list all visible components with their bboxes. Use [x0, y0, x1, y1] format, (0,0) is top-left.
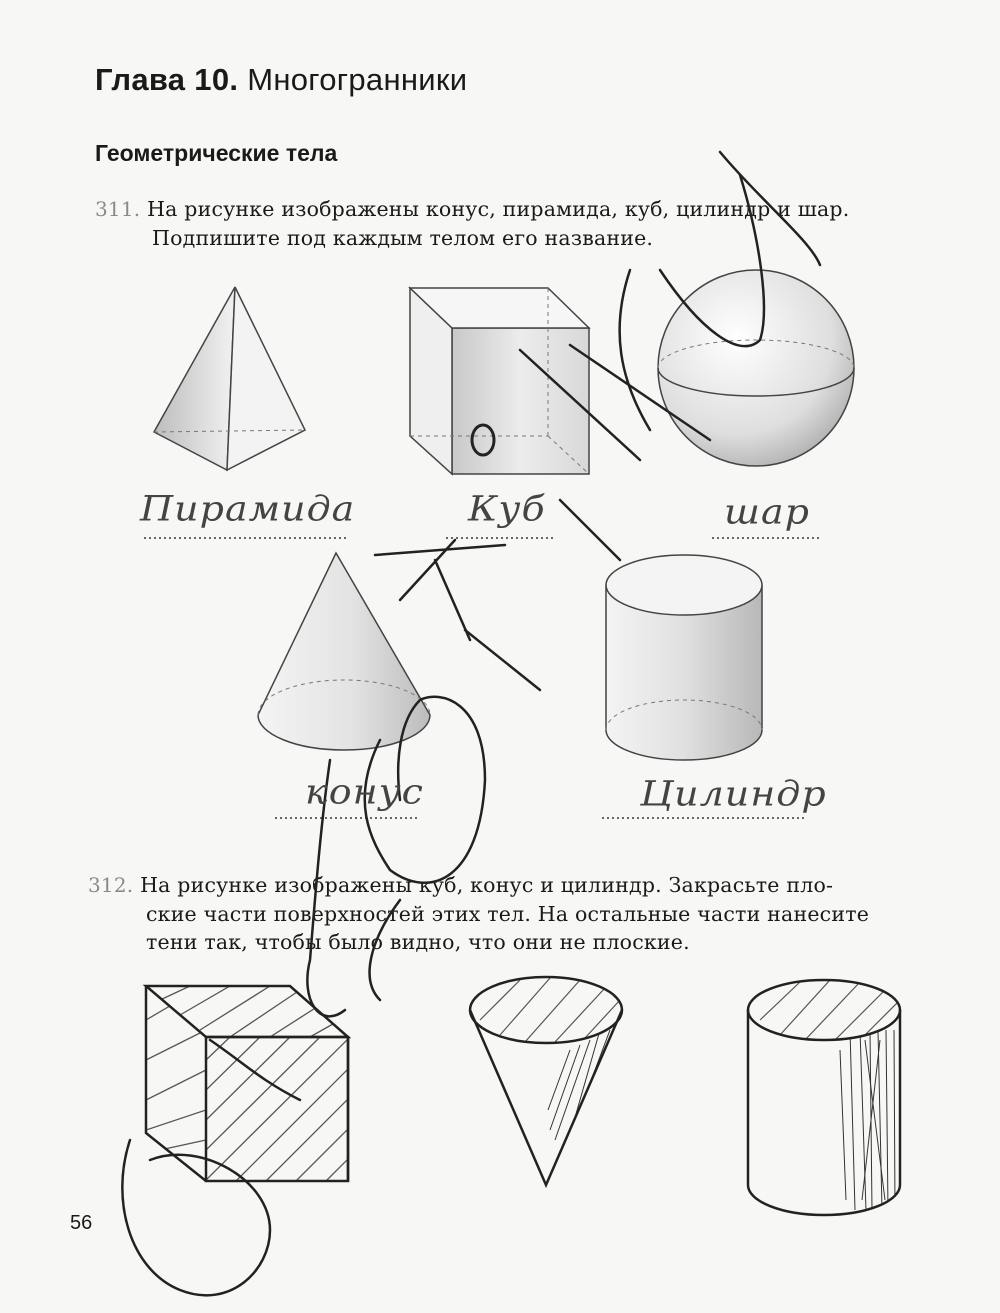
sphere-figure	[658, 270, 854, 466]
task-311-line2: Подпишите под каждым телом его название.	[152, 226, 654, 250]
task-312-line3: тени так, чтобы было видно, что они не плоские.	[146, 930, 690, 954]
answer-cylinder: Цилиндр	[640, 774, 827, 814]
task-311-number: 311.	[95, 197, 141, 221]
pyramid-figure	[154, 287, 305, 470]
answer-cone: конус	[305, 772, 424, 812]
cube-figure	[410, 288, 589, 474]
cylinder-312-figure	[748, 980, 900, 1215]
task-312-number: 312.	[88, 873, 134, 897]
cylinder-figure	[606, 555, 762, 760]
cone-figure	[258, 553, 430, 750]
chapter-number: 10.	[194, 62, 239, 97]
chapter-label: Глава	[95, 62, 186, 97]
task-312-text1: На рисунке изображены куб, конус и цилиндр. Закрасьте пло-	[140, 873, 834, 897]
page-number: 56	[70, 1212, 93, 1234]
answer-pyramid: Пирамида	[140, 489, 356, 529]
answer-sphere: шар	[724, 492, 810, 532]
cone-312-figure	[470, 977, 622, 1185]
section-title: Геометрические тела	[95, 140, 338, 166]
task-312-line2: ские части поверхностей этих тел. На остальные части нанесите	[146, 902, 870, 926]
answer-cube: Куб	[468, 489, 546, 529]
task-311-text1: На рисунке изображены конус, пирамида, куб, цилиндр и шар.	[147, 197, 850, 221]
chapter-title: Многогранники	[247, 62, 468, 97]
cube-312-figure	[146, 986, 350, 1181]
